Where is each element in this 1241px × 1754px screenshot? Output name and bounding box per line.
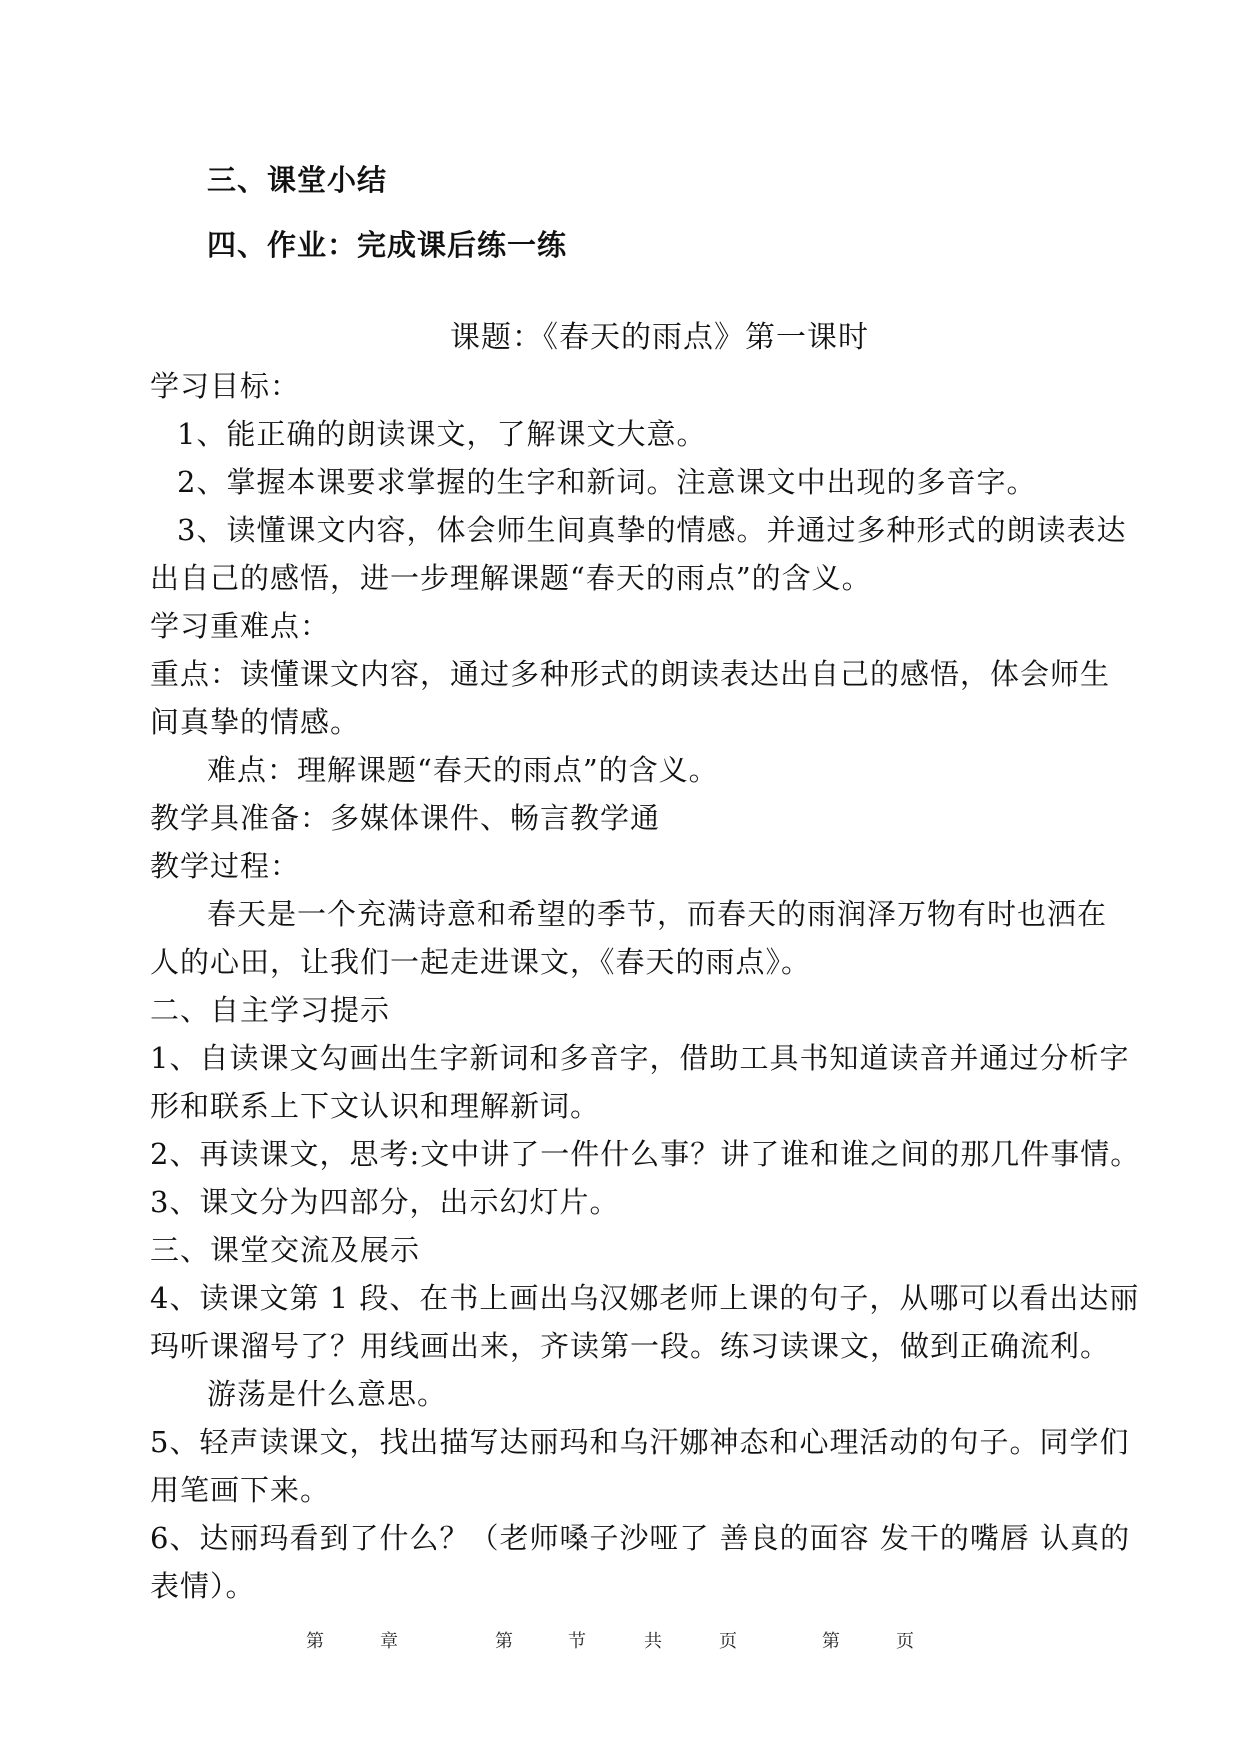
section-2-heading: 二、自主学习提示 (150, 993, 391, 1027)
s3-item-5-line-1: 5、轻声读课文，找出描写达丽玛和乌汗娜神态和心理活动的句子。同学们 (150, 1425, 1130, 1459)
focus-line-1: 重点：读懂课文内容，通过多种形式的朗读表达出自己的感悟，体会师生 (150, 657, 1111, 691)
process-heading: 教学过程： (150, 849, 301, 883)
objective-item-3-line-2: 出自己的感悟，进一步理解课题“春天的雨点”的含义。 (150, 561, 872, 595)
s3-item-4-line-1: 4、读课文第 1 段、在书上画出乌汉娜老师上课的句子，从哪可以看出达丽 (150, 1281, 1140, 1315)
footer-chapter-suffix: 章 (380, 1631, 398, 1652)
heading-homework: 四、作业：完成课后练一练 (207, 228, 568, 262)
s3-item-6-line-2: 表情）。 (150, 1569, 256, 1603)
objective-item-3-line-1: 3、读懂课文内容，体会师生间真挚的情感。并通过多种形式的朗读表达 (177, 513, 1127, 547)
footer-total-suffix: 页 (719, 1631, 737, 1652)
s2-item-1-line-2: 形和联系上下文认识和理解新词。 (150, 1089, 601, 1123)
s3-item-5-line-2: 用笔画下来。 (150, 1473, 331, 1507)
footer-section-suffix: 节 (568, 1631, 586, 1652)
footer-section-prefix: 第 (495, 1631, 513, 1652)
intro-line-2: 人的心田，让我们一起走进课文，《春天的雨点》。 (150, 945, 812, 979)
objective-item-2: 2、掌握本课要求掌握的生字和新词。注意课文中出现的多音字。 (177, 465, 1037, 499)
objective-item-1: 1、能正确的朗读课文，了解课文大意。 (177, 417, 707, 451)
intro-line-1: 春天是一个充满诗意和希望的季节，而春天的雨润泽万物有时也洒在 (207, 897, 1108, 931)
s3-item-4-line-2: 玛听课溜号了？用线画出来，齐读第一段。练习读课文，做到正确流利。 (150, 1329, 1111, 1363)
footer-page-suffix: 页 (896, 1631, 914, 1652)
lesson-title: 课题：《春天的雨点》第一课时 (450, 320, 869, 355)
difficulty-line: 难点：理解课题“春天的雨点”的含义。 (207, 753, 719, 787)
s3-item-4-line-3: 游荡是什么意思。 (207, 1377, 448, 1411)
tools-line: 教学具准备：多媒体课件、畅言教学通 (150, 801, 661, 835)
heading-class-summary: 三、课堂小结 (207, 163, 388, 197)
footer-total-prefix: 共 (644, 1631, 662, 1652)
s2-item-2: 2、再读课文，思考:文中讲了一件什么事？讲了谁和谁之间的那几件事情。 (150, 1137, 1141, 1171)
footer-chapter-prefix: 第 (306, 1631, 324, 1652)
s2-item-1-line-1: 1、自读课文勾画出生字新词和多音字，借助工具书知道读音并通过分析字 (150, 1041, 1130, 1075)
section-3-heading: 三、课堂交流及展示 (150, 1233, 421, 1267)
focus-line-2: 间真挚的情感。 (150, 705, 361, 739)
s3-item-6-line-1: 6、达丽玛看到了什么？（老师嗓子沙哑了 善良的面容 发干的嘴唇 认真的 (150, 1521, 1131, 1555)
objectives-heading: 学习目标： (150, 369, 301, 403)
footer-page-prefix: 第 (822, 1631, 840, 1652)
key-points-heading: 学习重难点： (150, 609, 331, 643)
s2-item-3: 3、课文分为四部分，出示幻灯片。 (150, 1185, 620, 1219)
